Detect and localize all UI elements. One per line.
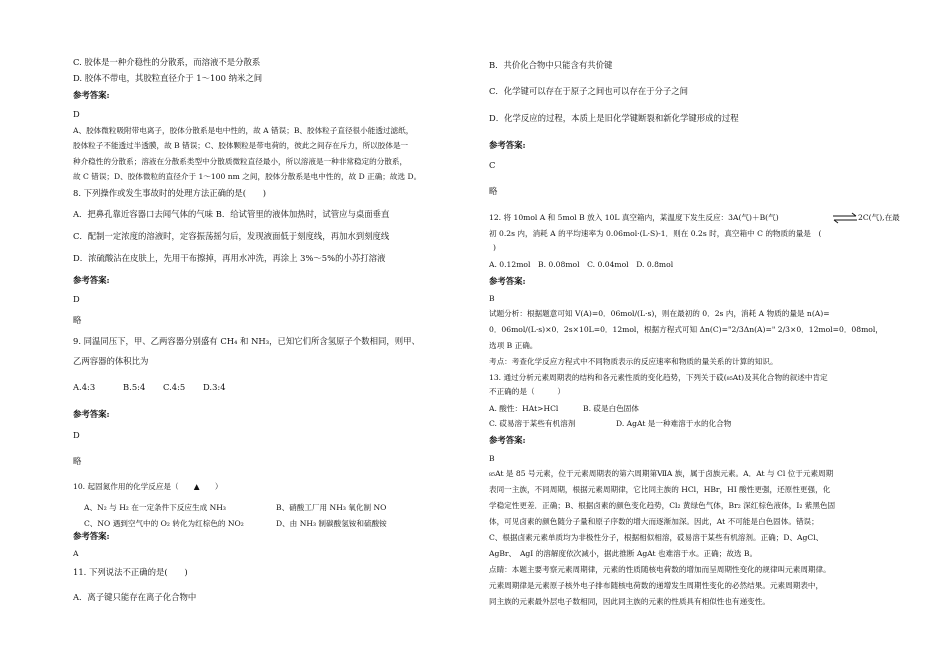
q12-stem: 12. 将 10mol A 和 5mol B 放入 10L 真空箱内，某温度下发生反应：3A(气)＋B(气) <box>489 213 779 222</box>
q13-option-a: A. 酸性：HAt>HCl <box>489 404 559 413</box>
q11-option-d: D．化学反应的过程，本质上是旧化学键断裂和新化学键形成的过程 <box>489 113 739 123</box>
answer-value: D <box>73 109 80 119</box>
explanation-line: 同主族的元素最外层电子数相同，因此同主族的元素的性质具有相似性也有递变性。 <box>489 597 770 606</box>
explanation-line: A、胶体微粒吸附带电离子，胶体分散系是电中性的，故 A 错误；B、胶体粒子直径很小能透过滤纸， <box>73 126 414 135</box>
q12-options: A. 0.12mol B. 0.08mol C. 0.04mol D. 0.8mol <box>489 260 674 269</box>
explanation-line: 学稳定性更差．正确；B、根据卤素的颜色变化趋势，Cl₂ 黄绿色气体，Br₂ 深红棕色液体，I₂ 紫黑色固 <box>489 501 836 510</box>
q9-option: B.5:4 <box>123 382 146 392</box>
q9-option: D.3:4 <box>203 382 226 392</box>
q9-option: C.4:5 <box>163 382 186 392</box>
answer-note: 略 <box>489 186 498 196</box>
explanation-line: AgBr、 AgI 的溶解度依次减小，据此推断 AgAt 也难溶于水。正确；故选 B。 <box>489 549 758 558</box>
answer-label: 参考答案: <box>489 276 526 286</box>
q11-option-c: C．化学键可以存在于原子之间也可以存在于分子之间 <box>489 86 689 96</box>
explanation-line: 种介稳性的分散系；溶液在分散系类型中分散质微粒直径最小，所以溶液是一种非常稳定的分散系， <box>73 157 408 166</box>
explanation-line: 故 C 错误；D、胶体微粒的直径介于 1～100 nm 之间，胶体分散系是电中性的，故 D 正确；故选 D。 <box>73 172 422 181</box>
q13-option-b: B. 砹是白色固体 <box>583 404 639 413</box>
q8-option-c: C．配制一定浓度的溶液时，定容振荡摇匀后，发现液面低于刻度线，再加水到刻度线 <box>73 231 390 241</box>
q10-option-a: A、N₂ 与 H₂ 在一定条件下反应生成 NH₃ <box>84 503 226 512</box>
q7-option-d: D. 胶体不带电，其胶粒直径介于 1～100 纳米之间 <box>73 73 263 83</box>
q12-stem: 初 0.2s 内，消耗 A 的平均速率为 0.06mol·(L·S)-1．则在 0.2s 时，真空箱中 C 的物质的量是 ( <box>489 229 822 238</box>
q9-stem: 乙两容器的体积比为 <box>73 356 149 366</box>
q8-option-a: A．把鼻孔靠近容器口去闻气体的气味 B．给试管里的液体加热时，试管应与桌面垂直 <box>73 209 390 219</box>
answer-note: 略 <box>73 456 82 466</box>
explanation-line: 体，可见卤素的颜色随分子量和原子序数的增大而逐渐加深。因此，At 不可能是白色固体。错误； <box>489 517 819 526</box>
q12-stem: ) <box>493 243 496 252</box>
explanation-line: 考点：考查化学反应方程式中不同物质表示的反应速率和物质的量关系的计算的知识。 <box>489 357 778 366</box>
answer-label: 参考答案: <box>489 140 526 150</box>
answer-note: 略 <box>73 315 82 325</box>
explanation-line: 0．06mol/(L·s)×0．2s×10L=0．12mol，根据方程式可知 Δn(C)="2/3Δn(A)=" 2/3×0．12mol=0．08mol， <box>489 325 883 334</box>
answer-value: B <box>489 454 495 463</box>
answer-value: D <box>73 430 80 440</box>
answer-label: 参考答案: <box>489 435 526 445</box>
q12-stem: 2C(气),在最 <box>858 213 900 222</box>
answer-value: A <box>73 549 79 558</box>
explanation-line: 胶体粒子不能透过半透膜，故 B 错误；C、胶体颗粒是带电荷的，彼此之间存在斥力，所以胶体是一 <box>73 141 409 150</box>
q10-option-d: D、由 NH₃ 制碳酸氢铵和硫酸铵 <box>276 519 387 528</box>
answer-label: 参考答案: <box>73 275 110 285</box>
q7-option-c: C. 胶体是一种介稳性的分散系，而溶液不是分散系 <box>73 57 261 67</box>
q11-option-b: B．共价化合物中只能含有共价键 <box>489 60 613 70</box>
q11-option-a: A．离子键只能存在离子化合物中 <box>73 592 197 602</box>
explanation-line: ₈₅At 是 85 号元素，位于元素周期表的第六周期第ⅦA 族，属于卤族元素。A．At 与 Cl 位于元素周期 <box>489 469 834 478</box>
q13-option-c: C. 砹易溶于某些有机溶剂 <box>489 419 576 428</box>
q10-option-c: C、NO 遇到空气中的 O₂ 转化为红棕色的 NO₂ <box>84 519 244 528</box>
explanation-line: 元素周期律是元素原子核外电子排布随核电荷数的递增发生周期性变化的必然结果。元素周期表中， <box>489 581 824 590</box>
q13-stem: 不正确的是（ ） <box>489 387 565 396</box>
answer-label: 参考答案: <box>73 409 110 419</box>
explanation-line: C、根据卤素元素单质均为非极性分子，根据相似相溶，砹易溶于某些有机溶剂。正确；D、AgCl、 <box>489 533 824 542</box>
q11-stem: 11. 下列说法不正确的是( ) <box>73 567 188 577</box>
q8-option-d: D．浓硫酸沾在皮肤上，先用干布擦掉，再用水冲洗，再涂上 3%～5%的小苏打溶液 <box>73 253 386 263</box>
q13-stem: 13. 通过分析元素周期表的结构和各元素性质的变化趋势，下列关于砹(₈₅At)及其化合物的叙述中肯定 <box>489 373 828 382</box>
q10-option-b: B、硝酸工厂用 NH₃ 氧化制 NO <box>276 503 387 512</box>
answer-value: C <box>489 160 496 170</box>
explanation-line: 点睛：本题主要考察元素周期律，元素的性质随核电荷数的增加而呈周期性变化的规律叫元素周期律。 <box>489 565 831 574</box>
answer-label: 参考答案: <box>73 90 110 100</box>
q13-option-d: D. AgAt 是一种难溶于水的化合物 <box>616 419 732 428</box>
explanation-line: 表同一主族，不同周期，根据元素周期律，它比同主族的 HCl，HBr，HI 酸性更强，还原性更强，化 <box>489 485 831 494</box>
equilibrium-arrow-icon <box>832 212 858 224</box>
answer-value: B <box>489 294 495 303</box>
answer-label: 参考答案: <box>73 531 110 541</box>
q9-stem: 9. 同温同压下，甲、乙两容器分别盛有 CH₄ 和 NH₃，已知它们所含氢原子个数相同，则甲、 <box>73 336 420 346</box>
explanation-line: 选项 B 正确。 <box>489 341 538 350</box>
q8-stem: 8. 下列操作或发生事故时的处理方法正确的是( ) <box>73 188 267 198</box>
explanation-line: 试题分析：根据题意可知 V(A)=0．06mol/(L·s)，则在最初的 0．2s 内，消耗 A 物质的量是 n(A)= <box>489 309 830 318</box>
q10-stem: 10. 起固氮作用的化学反应是（ ▲ ） <box>73 482 223 491</box>
answer-value: D <box>73 294 80 304</box>
q9-option: A.4:3 <box>73 382 96 392</box>
